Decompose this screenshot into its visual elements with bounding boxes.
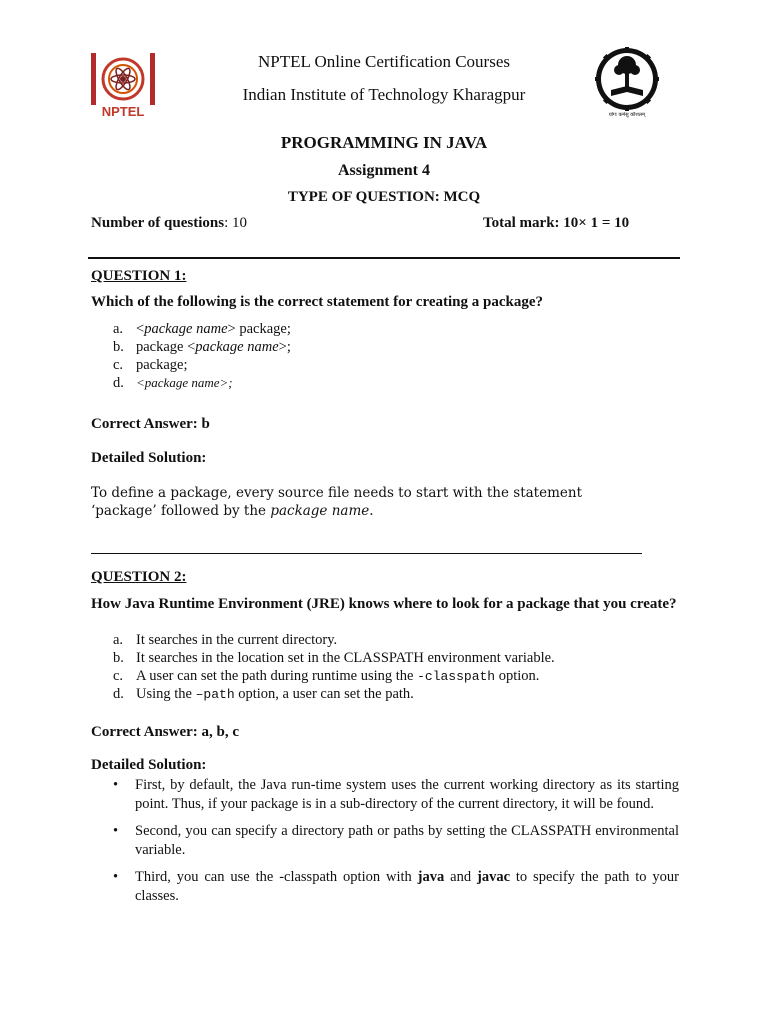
total-mark: Total mark: 10× 1 = 10 bbox=[483, 215, 630, 231]
question-1-option-b: b. package <package name>; bbox=[113, 339, 291, 355]
question-1-options bbox=[113, 320, 291, 392]
assignment-title: Assignment 4 bbox=[337, 162, 430, 179]
question-2-solution-label: Detailed Solution: bbox=[91, 757, 207, 773]
question-1-text: Which of the following is the correct statement for creating a package? bbox=[91, 294, 543, 310]
iit-kgp-motto: योगः कर्मसु कौशलम् bbox=[608, 112, 646, 118]
question-2-option-d: d. Using the –path option, a user can set the path. bbox=[113, 686, 414, 702]
number-of-questions-label: Number of questions bbox=[91, 215, 225, 231]
question-2-option-c: c. A user can set the path during runtime using the -classpath option. bbox=[113, 668, 540, 684]
question-1-option-d: d. <package name>; bbox=[113, 375, 233, 391]
question-2-option-a: a. It searches in the current directory. bbox=[113, 632, 338, 648]
question-2-answer: Correct Answer: a, b, c bbox=[91, 724, 240, 740]
question-1-option-a: a. <package name> package; bbox=[113, 321, 291, 337]
header-line-2: Indian Institute of Technology Kharagpur bbox=[242, 85, 526, 104]
question-type: TYPE OF QUESTION: MCQ bbox=[287, 189, 481, 205]
course-title: PROGRAMMING IN JAVA bbox=[280, 133, 488, 152]
header-divider bbox=[88, 257, 680, 259]
question-2-text: How Java Runtime Environment (JRE) knows where to look for a package that you create? bbox=[91, 596, 677, 612]
question-1-title: QUESTION 1: bbox=[91, 268, 187, 284]
question-divider bbox=[91, 553, 642, 554]
question-2-title: QUESTION 2: bbox=[91, 569, 187, 585]
number-of-questions bbox=[91, 215, 247, 232]
question-1-solution-label: Detailed Solution: bbox=[91, 450, 207, 466]
solution-bullet-2: • Second, you can specify a directory path or paths by setting the CLASSPATH environmental variable. bbox=[113, 823, 679, 858]
question-2-option-b: b. It searches in the location set in the CLASSPATH environment variable. bbox=[113, 650, 555, 666]
nptel-logo-text: NPTEL bbox=[101, 104, 145, 119]
solution-bullet-3: • Third, you can use the -classpath option with java and javac to specify the path to your classes. bbox=[113, 869, 680, 904]
solution-bullet-1: • First, by default, the Java run-time system uses the current working directory as its starting point. Thus, if your package is in a sub-directory of the current directory, it will be found. bbox=[113, 777, 679, 812]
question-2-options bbox=[113, 631, 555, 703]
number-of-questions-value: : 10 bbox=[224, 215, 247, 231]
header-line-1: NPTEL Online Certification Courses bbox=[258, 52, 510, 71]
question-1-option-c: c. package; bbox=[113, 357, 188, 373]
question-2-solution-list bbox=[113, 776, 679, 914]
question-1-solution-text: To define a package, every source file needs to start with the statement ‘package’ followed by the package name. bbox=[91, 485, 583, 519]
question-1-answer: Correct Answer: b bbox=[91, 416, 210, 432]
